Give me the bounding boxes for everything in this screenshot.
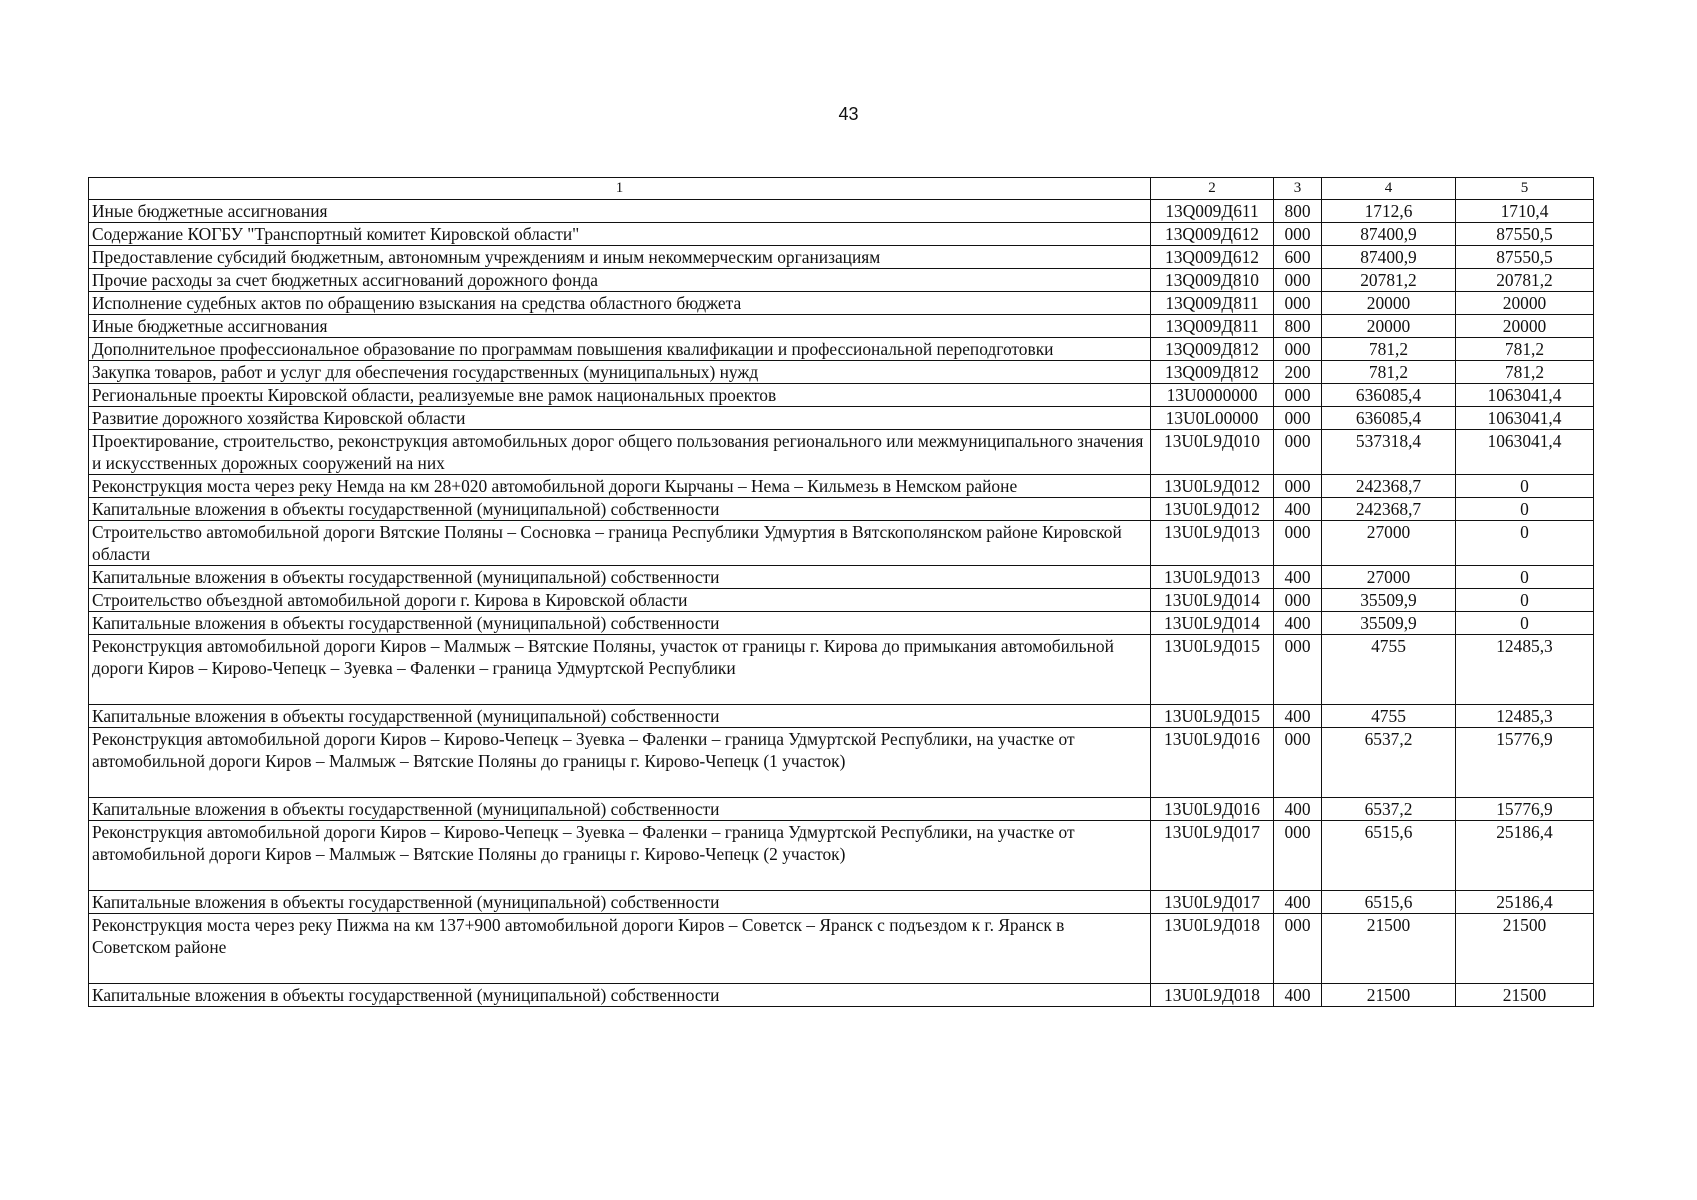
row-code-cell: 13U0L9Д015: [1151, 635, 1274, 705]
row-value-4-cell: 27000: [1322, 521, 1456, 566]
row-name-cell: Реконструкция моста через реку Немда на км 28+020 автомобильной дороги Кырчаны – Нема – Кильмезь в Немском районе: [89, 475, 1151, 498]
row-value-5-cell: 781,2: [1456, 361, 1594, 384]
row-name-cell: Иные бюджетные ассигнования: [89, 200, 1151, 223]
row-type-cell: 000: [1274, 292, 1322, 315]
row-code-cell: 13U0L9Д010: [1151, 430, 1274, 475]
row-value-4-cell: 6515,6: [1322, 821, 1456, 891]
row-name-cell: Капитальные вложения в объекты государственной (муниципальной) собственности: [89, 498, 1151, 521]
table-row: [89, 984, 1594, 1007]
row-value-4-cell: 20781,2: [1322, 269, 1456, 292]
table-row: [89, 338, 1594, 361]
row-value-4-cell: 781,2: [1322, 338, 1456, 361]
table-row: [89, 612, 1594, 635]
row-code-cell: 13U0L9Д017: [1151, 891, 1274, 914]
row-code-cell: 13Q009Д612: [1151, 223, 1274, 246]
row-code-cell: 13U0L00000: [1151, 407, 1274, 430]
row-name-cell: Капитальные вложения в объекты государственной (муниципальной) собственности: [89, 566, 1151, 589]
row-type-cell: 400: [1274, 705, 1322, 728]
row-code-cell: 13U0L9Д018: [1151, 984, 1274, 1007]
row-value-4-cell: 537318,4: [1322, 430, 1456, 475]
table-row: [89, 728, 1594, 798]
row-name-cell: Капитальные вложения в объекты государственной (муниципальной) собственности: [89, 891, 1151, 914]
row-value-4-cell: 20000: [1322, 292, 1456, 315]
table-body: [89, 200, 1594, 1007]
row-value-4-cell: 4755: [1322, 635, 1456, 705]
row-value-5-cell: 0: [1456, 521, 1594, 566]
row-value-5-cell: 25186,4: [1456, 891, 1594, 914]
row-value-5-cell: 25186,4: [1456, 821, 1594, 891]
row-value-4-cell: 6537,2: [1322, 728, 1456, 798]
row-type-cell: 400: [1274, 566, 1322, 589]
row-value-5-cell: 12485,3: [1456, 705, 1594, 728]
row-name-cell: Прочие расходы за счет бюджетных ассигнований дорожного фонда: [89, 269, 1151, 292]
row-value-5-cell: 1063041,4: [1456, 407, 1594, 430]
column-header-3: 3: [1274, 178, 1322, 200]
table-row: [89, 498, 1594, 521]
row-name-cell: Строительство объездной автомобильной дороги г. Кирова в Кировской области: [89, 589, 1151, 612]
row-value-5-cell: 87550,5: [1456, 246, 1594, 269]
row-type-cell: 600: [1274, 246, 1322, 269]
row-code-cell: 13Q009Д811: [1151, 292, 1274, 315]
row-value-5-cell: 15776,9: [1456, 728, 1594, 798]
row-value-4-cell: 35509,9: [1322, 589, 1456, 612]
table-row: [89, 798, 1594, 821]
row-value-5-cell: 1063041,4: [1456, 430, 1594, 475]
row-value-4-cell: 1712,6: [1322, 200, 1456, 223]
row-type-cell: 400: [1274, 891, 1322, 914]
table-header-row: [89, 178, 1594, 200]
row-value-5-cell: 0: [1456, 475, 1594, 498]
row-value-4-cell: 21500: [1322, 984, 1456, 1007]
row-code-cell: 13U0L9Д012: [1151, 498, 1274, 521]
row-name-cell: Исполнение судебных актов по обращению взыскания на средства областного бюджета: [89, 292, 1151, 315]
row-value-4-cell: 35509,9: [1322, 612, 1456, 635]
table-row: [89, 891, 1594, 914]
table-row: [89, 315, 1594, 338]
row-name-cell: Капитальные вложения в объекты государственной (муниципальной) собственности: [89, 984, 1151, 1007]
row-value-4-cell: 242368,7: [1322, 498, 1456, 521]
row-code-cell: 13Q009Д812: [1151, 361, 1274, 384]
row-type-cell: 000: [1274, 407, 1322, 430]
row-value-5-cell: 20000: [1456, 292, 1594, 315]
row-value-5-cell: 21500: [1456, 984, 1594, 1007]
row-name-cell: Содержание КОГБУ "Транспортный комитет Кировской области": [89, 223, 1151, 246]
row-type-cell: 200: [1274, 361, 1322, 384]
row-type-cell: 000: [1274, 223, 1322, 246]
row-type-cell: 000: [1274, 635, 1322, 705]
row-code-cell: 13U0L9Д013: [1151, 566, 1274, 589]
row-type-cell: 400: [1274, 612, 1322, 635]
column-header-5: 5: [1456, 178, 1594, 200]
table-row: [89, 566, 1594, 589]
table-row: [89, 521, 1594, 566]
row-code-cell: 13U0L9Д018: [1151, 914, 1274, 984]
row-value-4-cell: 4755: [1322, 705, 1456, 728]
row-code-cell: 13Q009Д811: [1151, 315, 1274, 338]
row-name-cell: Реконструкция автомобильной дороги Киров – Кирово-Чепецк – Зуевка – Фаленки – граница Удмуртской Республики, на участке от автомобильной дороги Киров – Малмыж – Вятские Поляны до границы г. Кирово-Чепецк (2 участок): [89, 821, 1151, 891]
column-header-2: 2: [1151, 178, 1274, 200]
row-type-cell: 000: [1274, 821, 1322, 891]
row-value-5-cell: 15776,9: [1456, 798, 1594, 821]
row-value-4-cell: 21500: [1322, 914, 1456, 984]
row-name-cell: Закупка товаров, работ и услуг для обеспечения государственных (муниципальных) нужд: [89, 361, 1151, 384]
row-type-cell: 800: [1274, 315, 1322, 338]
table-row: [89, 635, 1594, 705]
column-header-1: 1: [89, 178, 1151, 200]
row-value-5-cell: 781,2: [1456, 338, 1594, 361]
row-value-5-cell: 0: [1456, 589, 1594, 612]
table-row: [89, 200, 1594, 223]
row-value-5-cell: 1710,4: [1456, 200, 1594, 223]
row-type-cell: 000: [1274, 475, 1322, 498]
table-row: [89, 705, 1594, 728]
row-code-cell: 13U0L9Д014: [1151, 589, 1274, 612]
row-value-4-cell: 636085,4: [1322, 407, 1456, 430]
row-value-4-cell: 20000: [1322, 315, 1456, 338]
row-value-5-cell: 1063041,4: [1456, 384, 1594, 407]
table-row: [89, 821, 1594, 891]
row-type-cell: 400: [1274, 798, 1322, 821]
row-name-cell: Дополнительное профессиональное образование по программам повышения квалификации и профессиональной переподготовки: [89, 338, 1151, 361]
row-type-cell: 400: [1274, 498, 1322, 521]
budget-table: [88, 177, 1594, 1007]
table-row: [89, 589, 1594, 612]
row-code-cell: 13Q009Д810: [1151, 269, 1274, 292]
row-value-5-cell: 0: [1456, 612, 1594, 635]
row-value-4-cell: 6537,2: [1322, 798, 1456, 821]
row-type-cell: 000: [1274, 728, 1322, 798]
table-row: [89, 407, 1594, 430]
row-code-cell: 13U0L9Д017: [1151, 821, 1274, 891]
table-row: [89, 361, 1594, 384]
row-type-cell: 000: [1274, 384, 1322, 407]
row-type-cell: 000: [1274, 589, 1322, 612]
row-name-cell: Предоставление субсидий бюджетным, автономным учреждениям и иным некоммерческим организациям: [89, 246, 1151, 269]
page-number: 43: [838, 104, 859, 124]
table-row: [89, 914, 1594, 984]
row-code-cell: 13U0L9Д016: [1151, 728, 1274, 798]
row-name-cell: Реконструкция моста через реку Пижма на км 137+900 автомобильной дороги Киров – Советск – Яранск с подъездом к г. Яранск в Советском районе: [89, 914, 1151, 984]
row-code-cell: 13U0L9Д012: [1151, 475, 1274, 498]
table-row: [89, 223, 1594, 246]
row-value-5-cell: 0: [1456, 566, 1594, 589]
table-row: [89, 246, 1594, 269]
row-value-4-cell: 87400,9: [1322, 223, 1456, 246]
row-code-cell: 13Q009Д611: [1151, 200, 1274, 223]
row-value-4-cell: 27000: [1322, 566, 1456, 589]
row-value-5-cell: 20000: [1456, 315, 1594, 338]
row-type-cell: 800: [1274, 200, 1322, 223]
row-value-5-cell: 20781,2: [1456, 269, 1594, 292]
row-code-cell: 13U0L9Д015: [1151, 705, 1274, 728]
table-row: [89, 384, 1594, 407]
table-row: [89, 292, 1594, 315]
row-code-cell: 13Q009Д812: [1151, 338, 1274, 361]
row-code-cell: 13U0L9Д016: [1151, 798, 1274, 821]
row-code-cell: 13Q009Д612: [1151, 246, 1274, 269]
column-header-4: 4: [1322, 178, 1456, 200]
row-value-4-cell: 6515,6: [1322, 891, 1456, 914]
row-name-cell: Реконструкция автомобильной дороги Киров – Кирово-Чепецк – Зуевка – Фаленки – граница Удмуртской Республики, на участке от автомобильной дороги Киров – Малмыж – Вятские Поляны до границы г. Кирово-Чепецк (1 участок): [89, 728, 1151, 798]
row-name-cell: Капитальные вложения в объекты государственной (муниципальной) собственности: [89, 612, 1151, 635]
row-code-cell: 13U0L9Д013: [1151, 521, 1274, 566]
table-row: [89, 475, 1594, 498]
row-type-cell: 400: [1274, 984, 1322, 1007]
row-name-cell: Реконструкция автомобильной дороги Киров – Малмыж – Вятские Поляны, участок от границы г. Кирова до примыкания автомобильной дороги Киров – Кирово-Чепецк – Зуевка – Фаленки – граница Удмуртской Республики: [89, 635, 1151, 705]
row-value-5-cell: 12485,3: [1456, 635, 1594, 705]
row-value-4-cell: 636085,4: [1322, 384, 1456, 407]
row-name-cell: Региональные проекты Кировской области, реализуемые вне рамок национальных проектов: [89, 384, 1151, 407]
table-row: [89, 269, 1594, 292]
row-type-cell: 000: [1274, 269, 1322, 292]
row-name-cell: Иные бюджетные ассигнования: [89, 315, 1151, 338]
row-type-cell: 000: [1274, 338, 1322, 361]
row-value-5-cell: 21500: [1456, 914, 1594, 984]
row-value-4-cell: 242368,7: [1322, 475, 1456, 498]
row-name-cell: Развитие дорожного хозяйства Кировской области: [89, 407, 1151, 430]
row-value-4-cell: 781,2: [1322, 361, 1456, 384]
row-code-cell: 13U0L9Д014: [1151, 612, 1274, 635]
row-type-cell: 000: [1274, 914, 1322, 984]
row-value-4-cell: 87400,9: [1322, 246, 1456, 269]
row-type-cell: 000: [1274, 521, 1322, 566]
row-type-cell: 000: [1274, 430, 1322, 475]
row-name-cell: Капитальные вложения в объекты государственной (муниципальной) собственности: [89, 798, 1151, 821]
row-name-cell: Строительство автомобильной дороги Вятские Поляны – Сосновка – граница Республики Удмуртия в Вятскополянском районе Кировской области: [89, 521, 1151, 566]
row-name-cell: Капитальные вложения в объекты государственной (муниципальной) собственности: [89, 705, 1151, 728]
row-value-5-cell: 0: [1456, 498, 1594, 521]
row-code-cell: 13U0000000: [1151, 384, 1274, 407]
table-row: [89, 430, 1594, 475]
row-name-cell: Проектирование, строительство, реконструкция автомобильных дорог общего пользования регионального или межмуниципального значения и искусственных дорожных сооружений на них: [89, 430, 1151, 475]
row-value-5-cell: 87550,5: [1456, 223, 1594, 246]
